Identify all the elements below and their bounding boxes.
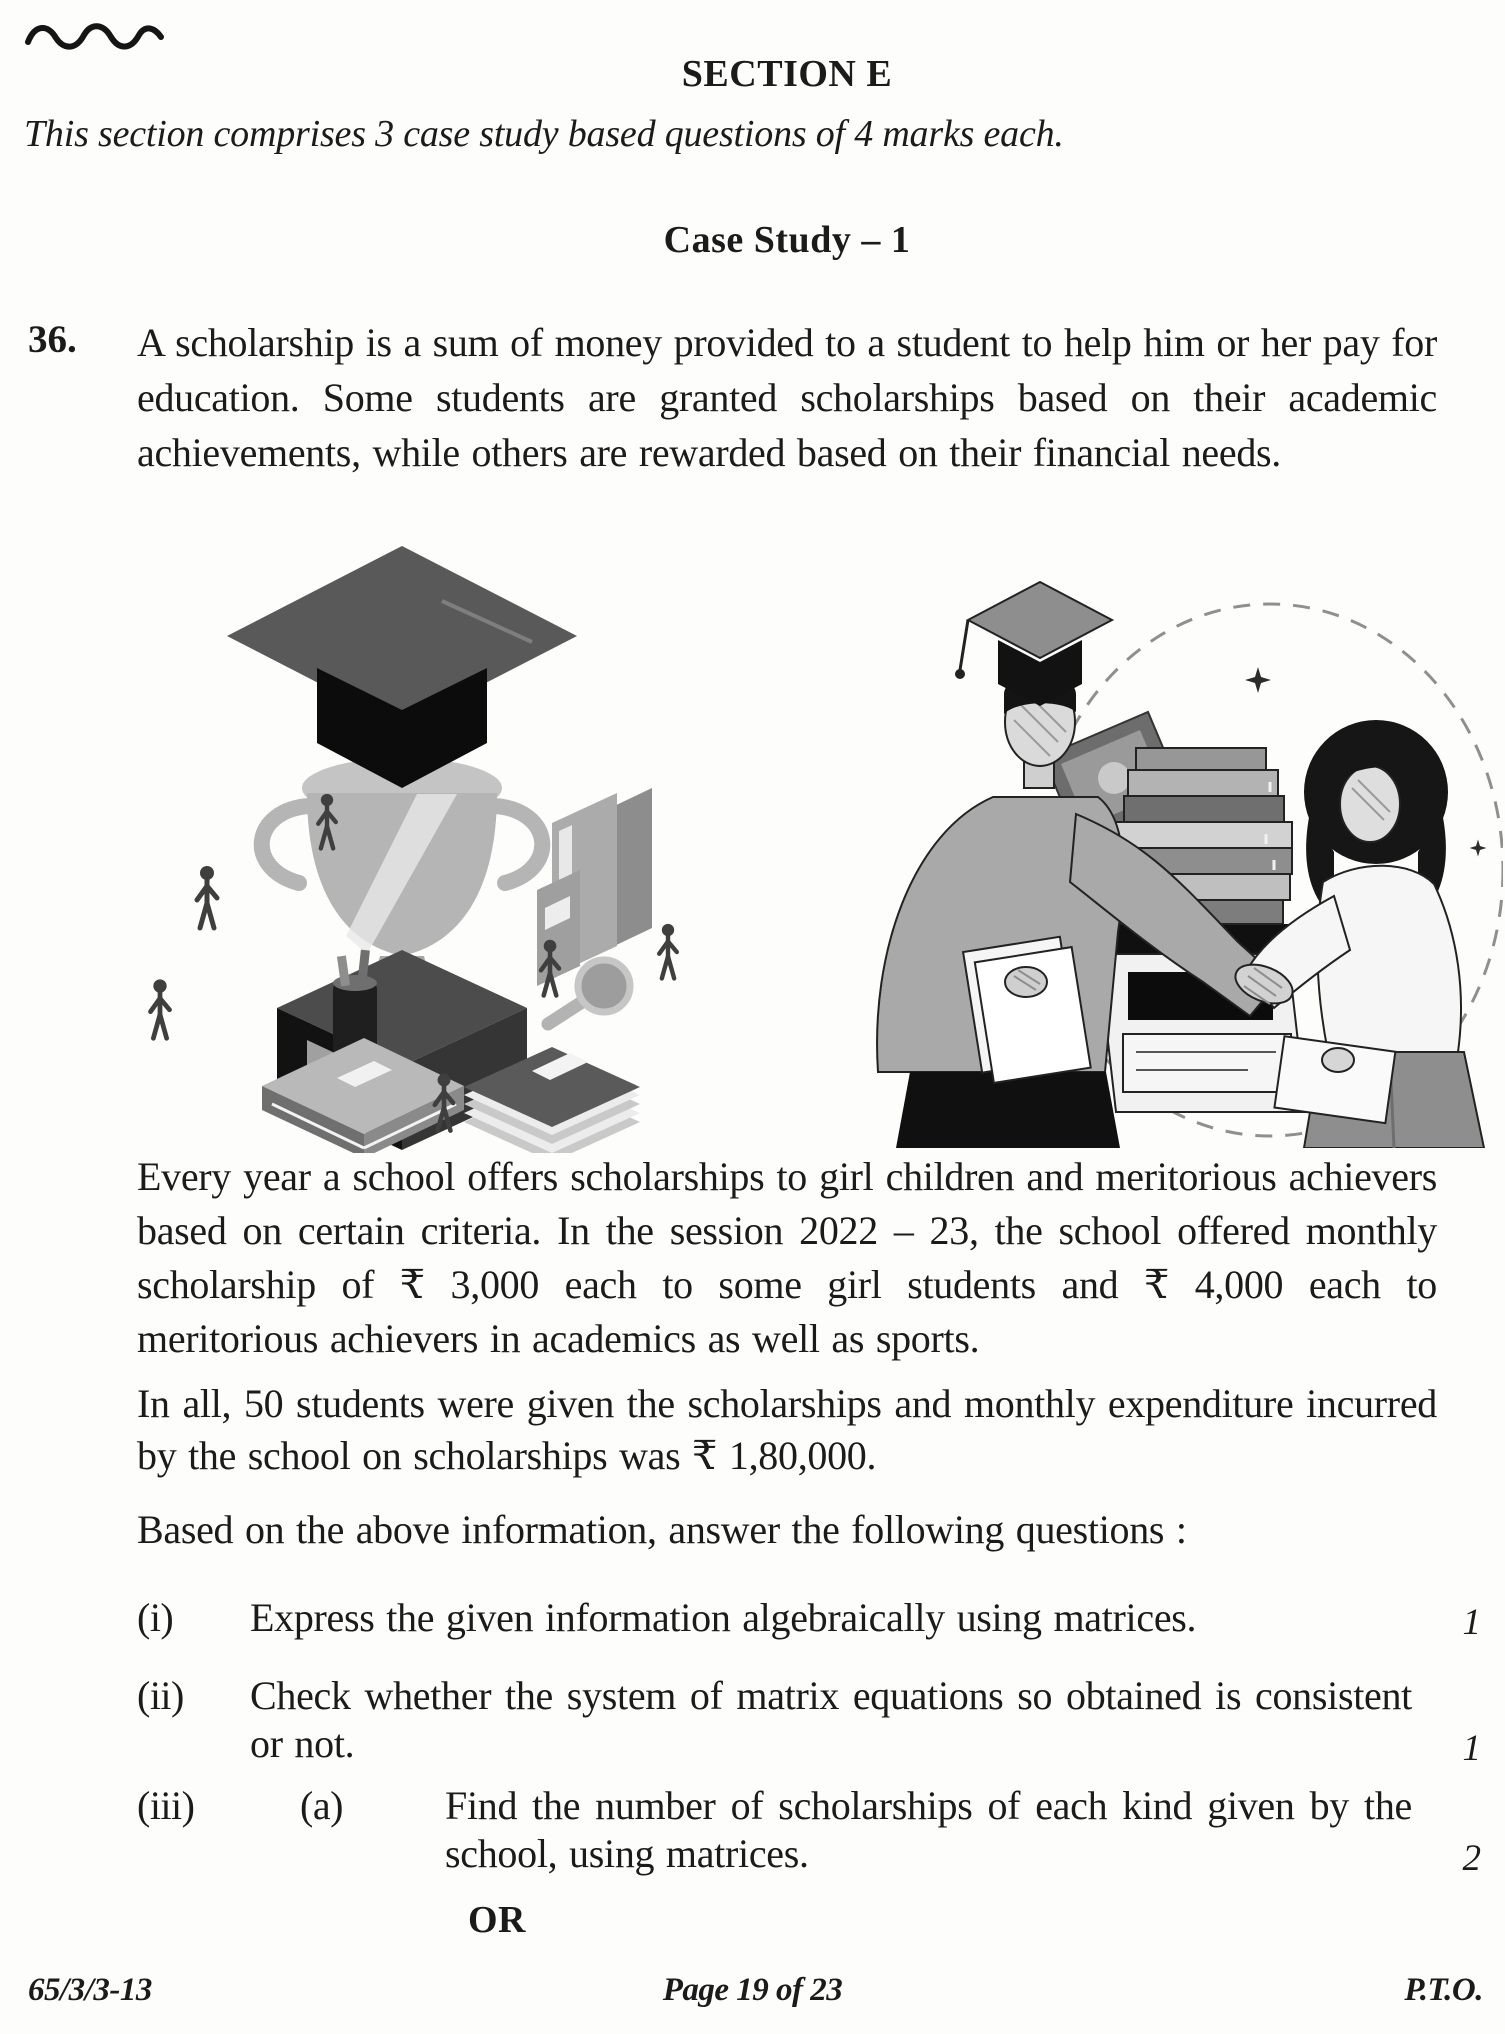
question-paragraph-scholarship: Every year a school offers scholarships to girl children and meritorious achievers based on certain criteria. In the session 2022 – 23, the school offered monthly scholarship of ₹ 3,000 each to some girl students and ₹ 4,000 each to meritorious achievers in academics as well as sports. — [137, 1154, 1437, 1361]
question-prompt: Based on the above information, answer the following questions : — [137, 1507, 1187, 1552]
case-study-title: Case Study – 1 — [663, 219, 911, 261]
scholarship-handshake-illustration — [818, 552, 1503, 1148]
subquestion-label: (ii) — [137, 1673, 184, 1718]
marks-value: 2 — [1462, 1838, 1481, 1879]
trophy-graduation-illustration — [112, 538, 682, 1153]
subquestion-sublabel: (a) — [300, 1783, 343, 1828]
marks-value: 1 — [1462, 1728, 1481, 1769]
scribble-wave-icon — [22, 16, 167, 56]
subquestion-text: Check whether the system of matrix equations so obtained is consistent or not. — [250, 1673, 1412, 1766]
footer-page-indicator: Page 19 of 23 — [662, 1972, 843, 2008]
section-title: SECTION E — [681, 53, 893, 95]
subquestion-text: Find the number of scholarships of each kind given by the school, using matrices. — [445, 1783, 1412, 1876]
or-separator: OR — [468, 1899, 526, 1941]
subquestion-label: (iii) — [137, 1783, 195, 1828]
subquestion-row — [0, 1672, 1505, 1772]
question-intro: A scholarship is a sum of money provided to a student to help him or her pay for education. Some students are granted scholarships based on their academic achievements, while others are rewarded based on their financial needs. — [137, 320, 1437, 475]
marks-value: 1 — [1462, 1602, 1481, 1643]
footer-pto: P.T.O. — [1404, 1972, 1483, 2008]
subquestion-row — [0, 1594, 1505, 1650]
question-paragraph-total: In all, 50 students were given the scholarships and monthly expenditure incurred by the school on scholarships was ₹ 1,80,000. — [137, 1381, 1437, 1478]
question-number: 36. — [28, 318, 77, 361]
subquestion-row — [0, 1782, 1505, 1882]
section-note: This section comprises 3 case study based questions of 4 marks each. — [24, 113, 1064, 155]
subquestion-text: Express the given information algebraically using matrices. — [250, 1595, 1197, 1640]
footer-paper-code: 65/3/3-13 — [28, 1972, 152, 2008]
subquestion-label: (i) — [137, 1595, 174, 1640]
